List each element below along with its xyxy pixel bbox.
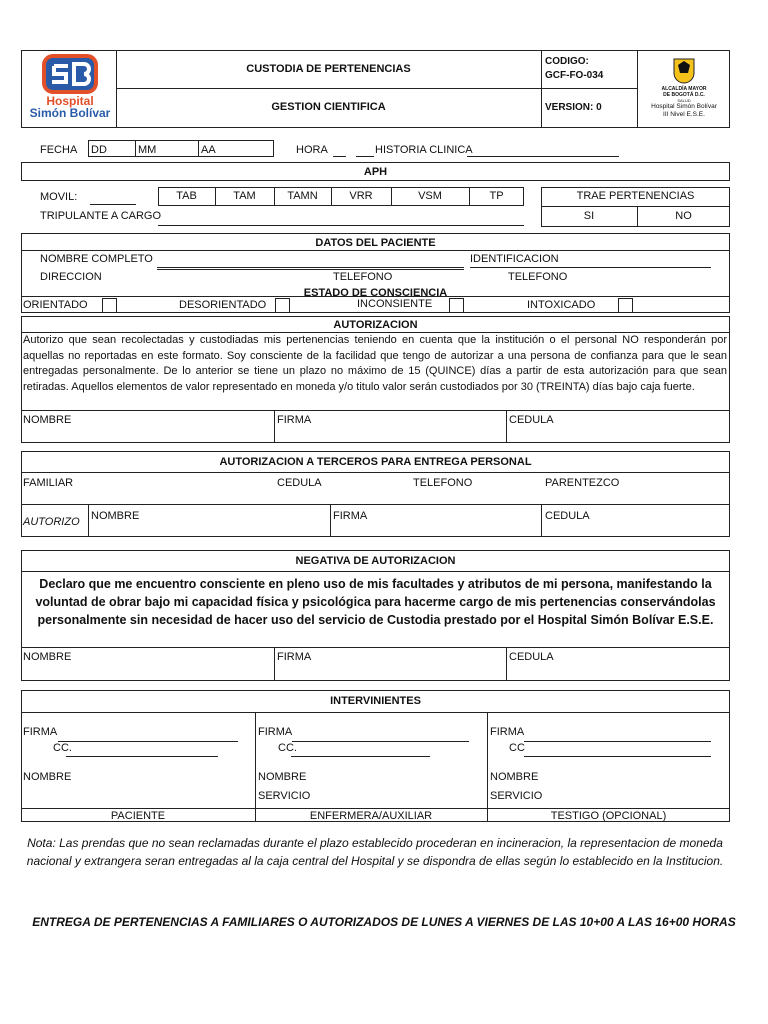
authorization-divider — [274, 410, 275, 443]
inconsiente-label: INCONSIENTE — [357, 298, 433, 310]
third-party-firma-field[interactable]: FIRMA — [333, 510, 368, 522]
paciente-column-label: PACIENTE — [110, 810, 166, 822]
estado-consciencia-label: ESTADO DE CONSCIENCIA — [303, 287, 448, 299]
third-party-nombre-field[interactable]: NOMBRE — [91, 510, 140, 522]
logo-hospital-text: Hospital — [46, 94, 94, 108]
header-divider — [637, 50, 638, 128]
testigo-nombre-field[interactable]: NOMBRE — [490, 771, 539, 783]
nombre-completo-input[interactable] — [157, 267, 464, 268]
form-subtitle: GESTION CIENTIFICA — [271, 101, 386, 113]
hospital-logo — [26, 54, 114, 124]
seal-line-3: SALUD — [677, 98, 691, 103]
note-text: Nota: Las prendas que no sean reclamadas durante el plazo establecido procederan en incineracion, la representacion de moneda nacional y extrangera seran entregadas al la caja central del Hospital y se dispondra de ellas según lo establecido en la Institucion. — [26, 836, 724, 868]
refusal-firma-field[interactable]: FIRMA — [277, 651, 312, 663]
tripulante-label: TRIPULANTE A CARGO — [40, 210, 162, 222]
desorientado-checkbox[interactable] — [275, 298, 290, 313]
testigo-column-label: TESTIGO (OPCIONAL) — [550, 810, 667, 822]
month-field[interactable]: MM — [138, 144, 157, 156]
movil-input[interactable] — [90, 204, 136, 205]
patient-section-title: DATOS DEL PACIENTE — [315, 237, 436, 249]
hora-label: HORA — [296, 144, 328, 156]
trae-no-option[interactable]: NO — [675, 210, 692, 222]
form-title: CUSTODIA DE PERTENENCIAS — [246, 63, 411, 75]
paciente-cc-label: CC. — [53, 742, 72, 754]
third-party-divider — [330, 504, 331, 537]
testigo-servicio-field[interactable]: SERVICIO — [490, 790, 543, 802]
third-party-telefono-field[interactable]: TELEFONO — [413, 477, 473, 489]
seal-line-1: ALCALDÍA MAYOR — [661, 86, 707, 92]
third-party-cedula-field[interactable]: CEDULA — [277, 477, 322, 489]
parentezco-field[interactable]: PARENTEZCO — [545, 477, 620, 489]
trae-si-option[interactable]: SI — [583, 210, 595, 222]
inconsiente-checkbox[interactable] — [449, 298, 464, 313]
testigo-firma-label: FIRMA — [490, 726, 525, 738]
seal-line-5: III Nivel E.S.E. — [663, 111, 705, 118]
third-party-title: AUTORIZACION A TERCEROS PARA ENTREGA PERSONAL — [219, 456, 532, 468]
telefono-label-2: TELEFONO — [508, 271, 568, 283]
authorization-text: Autorizo que sean recolectadas y custodiadas mis pertenencias teniendo en cuenta que la institución o el personal NO responderán por aquellas no reportadas en este formato. Soy consciente de la facilidad que tengo de autorizar a una persona de confianza para que le sean entregadas personalmente. De lo anterior se tiene un plazo no máximo de 15 (QUINCE) días a partir de esta autorización para que sean retiradas. Aquellos elementos de valor representado en moneda y/o titulo valor serán custodiados por 30 (TREINTA) días bajo caja fuerte. — [23, 334, 727, 393]
aph-type-tamn[interactable]: TAMN — [287, 190, 318, 202]
authorization-firma-field[interactable]: FIRMA — [277, 414, 312, 426]
tripulante-input[interactable] — [158, 225, 524, 226]
intervinientes-divider — [21, 712, 730, 713]
authorization-divider — [506, 410, 507, 443]
authorization-divider — [21, 410, 730, 411]
trae-pertenencias-label: TRAE PERTENENCIAS — [576, 190, 695, 202]
intoxicado-checkbox[interactable] — [618, 298, 633, 313]
aph-title: APH — [363, 166, 388, 178]
aph-type-vsm[interactable]: VSM — [418, 190, 442, 202]
refusal-nombre-field[interactable]: NOMBRE — [23, 651, 72, 663]
paciente-cc-input[interactable] — [66, 756, 218, 757]
enfermera-nombre-field[interactable]: NOMBRE — [258, 771, 307, 783]
authorization-nombre-field[interactable]: NOMBRE — [23, 414, 72, 426]
enfermera-firma-input[interactable] — [292, 741, 469, 742]
third-party-divider — [21, 504, 730, 505]
fecha-label: FECHA — [40, 144, 78, 156]
enfermera-cc-label: CC. — [278, 742, 297, 754]
third-party-divider — [88, 504, 89, 537]
delivery-hours-text: ENTREGA DE PERTENENCIAS A FAMILIARES O AUTORIZADOS DE LUNES A VIERNES DE LAS 10+00 A LAS 16+00 HORAS — [32, 915, 736, 929]
historia-input[interactable] — [467, 156, 619, 157]
date-divider — [135, 140, 136, 157]
day-field[interactable]: DD — [91, 144, 107, 156]
hospital-logo-icon — [26, 54, 114, 96]
header-divider — [116, 50, 117, 128]
enfermera-firma-label: FIRMA — [258, 726, 293, 738]
telefono-label-1: TELEFONO — [333, 271, 393, 283]
date-divider — [198, 140, 199, 157]
hora-input[interactable] — [333, 156, 346, 157]
paciente-firma-label: FIRMA — [23, 726, 58, 738]
orientado-checkbox[interactable] — [102, 298, 117, 313]
refusal-cedula-field[interactable]: CEDULA — [509, 651, 554, 663]
direccion-label: DIRECCION — [40, 271, 102, 283]
header-divider — [116, 88, 637, 89]
seal-line-2: DE BOGOTÁ D.C. — [663, 92, 705, 98]
authorization-cedula-field[interactable]: CEDULA — [509, 414, 554, 426]
year-field[interactable]: AA — [201, 144, 216, 156]
header-divider — [541, 50, 542, 128]
header-table — [21, 50, 730, 128]
testigo-cc-label: CC — [509, 742, 525, 754]
intervinientes-divider — [255, 712, 256, 822]
orientado-label: ORIENTADO — [23, 299, 88, 311]
testigo-firma-input[interactable] — [524, 741, 711, 742]
identificacion-label: IDENTIFICACION — [470, 253, 559, 265]
aph-type-vrr[interactable]: VRR — [349, 190, 373, 202]
code-value: GCF-FO-034 — [545, 70, 604, 81]
third-party-divider — [21, 472, 730, 473]
eagle-crest-icon — [640, 55, 728, 85]
familiar-field[interactable]: FAMILIAR — [23, 477, 74, 489]
logo-name-text: Simón Bolívar — [29, 106, 111, 120]
bogota-seal — [640, 55, 728, 125]
refusal-divider — [274, 647, 275, 681]
refusal-title: NEGATIVA DE AUTORIZACION — [295, 555, 456, 567]
testigo-cc-input[interactable] — [524, 756, 711, 757]
code-label: CODIGO: — [545, 56, 589, 67]
refusal-text: Declaro que me encuentro consciente en pleno uso de mis facultades y atributos de mi persona, manifestando la voluntad de obrar bajo mi capacidad física y psicológica para hacerme cargo de mis pertenencias conservándolas personalmente sin necesidad de hacer uso del servicio de Custodia prestado por el Hospital Simón Bolívar E.S.E. — [35, 577, 716, 627]
paciente-nombre-field[interactable]: NOMBRE — [23, 771, 72, 783]
movil-label: MOVIL: — [40, 191, 78, 203]
desorientado-label: DESORIENTADO — [179, 299, 267, 311]
version-label: VERSION: 0 — [545, 102, 602, 113]
intoxicado-label: INTOXICADO — [527, 299, 596, 311]
aph-type-tab[interactable]: TAB — [176, 190, 197, 202]
aph-type-tam[interactable]: TAM — [233, 190, 256, 202]
autorizo-label: AUTORIZO — [23, 516, 80, 528]
intervinientes-title: INTERVINIENTES — [330, 695, 421, 707]
historia-label: HISTORIA CLINICA — [375, 144, 473, 156]
enfermera-column-label: ENFERMERA/AUXILIAR — [309, 810, 433, 822]
enfermera-servicio-field[interactable]: SERVICIO — [258, 790, 311, 802]
seal-line-4: Hospital Simón Bolívar — [651, 103, 717, 110]
intervinientes-divider — [21, 808, 730, 809]
refusal-divider — [21, 647, 730, 648]
third-party-cedula2-field[interactable]: CEDULA — [545, 510, 590, 522]
paciente-firma-input[interactable] — [58, 741, 238, 742]
third-party-divider — [541, 504, 542, 537]
direccion-input[interactable] — [157, 269, 464, 270]
patient-divider — [21, 250, 730, 251]
authorization-title: AUTORIZACION — [333, 319, 418, 331]
nombre-completo-label: NOMBRE COMPLETO — [40, 253, 153, 265]
trae-divider — [541, 206, 730, 207]
enfermera-cc-input[interactable] — [291, 756, 430, 757]
identificacion-input[interactable] — [470, 267, 711, 268]
aph-type-tp[interactable]: TP — [489, 190, 504, 202]
refusal-divider — [21, 571, 730, 572]
date-field[interactable] — [88, 140, 274, 157]
refusal-divider — [506, 647, 507, 681]
intervinientes-divider — [487, 712, 488, 822]
hora-input[interactable] — [356, 156, 374, 157]
